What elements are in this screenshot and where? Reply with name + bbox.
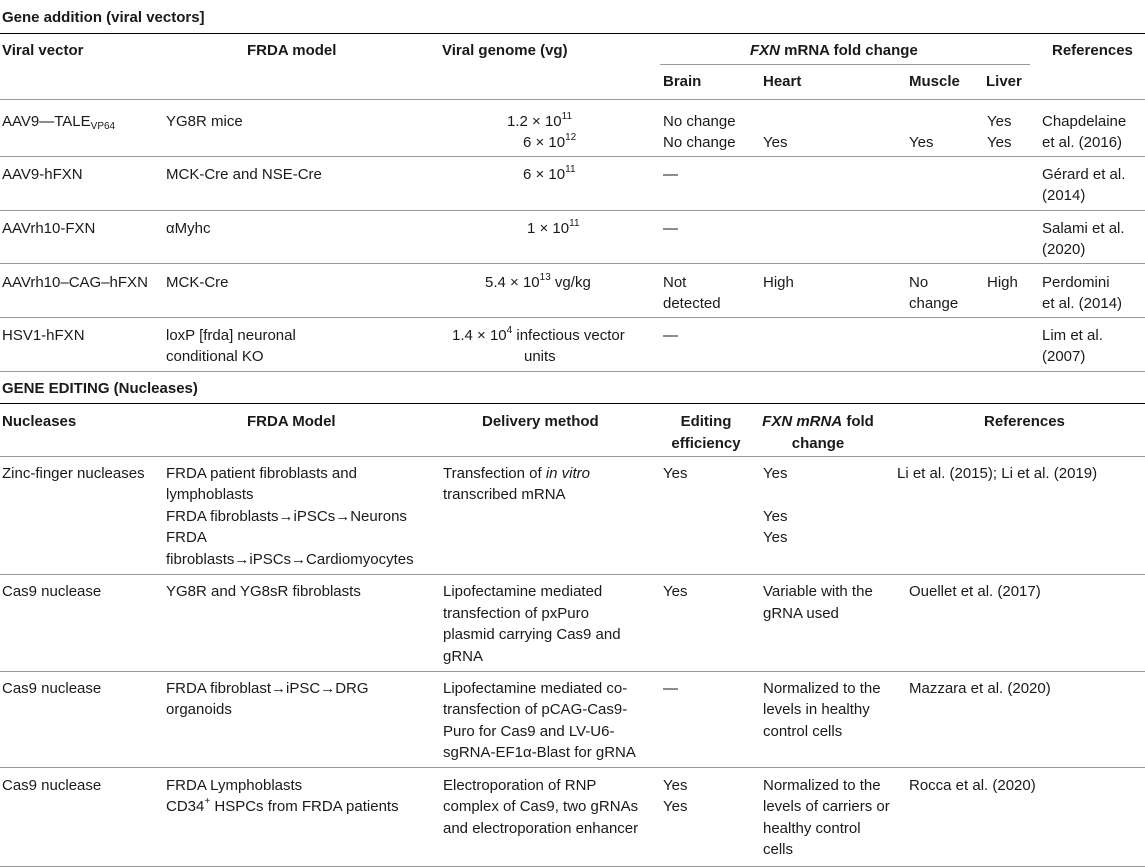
cell-genome: $1.4 \times 10^4$ infectious vector <box>452 325 625 344</box>
cell-editing: Yes <box>663 777 688 794</box>
cell-delivery: Lipofectamine mediated <box>443 583 603 600</box>
header-editing-efficiency: Editing efficiency <box>671 413 741 452</box>
divider <box>0 866 1145 867</box>
cell-editing: Yes <box>663 798 688 815</box>
cell-reference: (2014) <box>1042 187 1086 204</box>
cell-brain: — <box>663 327 678 344</box>
divider <box>660 64 1030 65</box>
cell-reference: (2007) <box>1042 348 1086 365</box>
cell-reference: Ouellet et al. (2017) <box>909 583 1041 600</box>
cell-liver: High <box>987 274 1018 291</box>
cell-genome: units <box>524 348 556 365</box>
cell-reference: et al. (2014) <box>1042 295 1123 312</box>
cell-model: conditional KO <box>166 348 264 365</box>
cell-liver: Yes <box>987 134 1012 151</box>
header-liver: Liver <box>986 73 1022 90</box>
section-title-gene-addition: Gene addition (viral vectors] <box>2 9 205 26</box>
cell-heart: Yes <box>763 134 788 151</box>
cell-genome: $1.2 \times 10^{11}$ <box>507 111 573 130</box>
divider <box>0 456 1145 457</box>
header-brain: Brain <box>663 73 702 90</box>
cell-genome: $6 \times 10^{11}$ <box>523 164 576 183</box>
cell-reference: (2020) <box>1042 241 1086 258</box>
cell-nuclease: Cas9 nuclease <box>2 777 102 794</box>
divider <box>0 403 1145 404</box>
cell-vector: AAVrh10-FXN <box>2 220 96 237</box>
cell-brain: No change <box>663 113 736 130</box>
cell-fxn: healthy control <box>763 820 861 837</box>
cell-delivery: Lipofectamine mediated co- <box>443 680 628 697</box>
cell-heart: High <box>763 274 794 291</box>
cell-fxn: Variable with the <box>763 583 873 600</box>
cell-genome: $1 \times 10^{11}$ <box>527 218 580 237</box>
cell-muscle: No <box>909 274 929 291</box>
cell-delivery: transcribed mRNA <box>443 486 566 503</box>
cell-model: fibroblasts→iPSCs→Cardiomyocytes <box>166 551 414 568</box>
cell-delivery: and electroporation enhancer <box>443 820 639 837</box>
header-references: References <box>1052 42 1133 59</box>
cell-brain: Not <box>663 274 687 291</box>
cell-brain: detected <box>663 295 721 312</box>
divider <box>0 99 1145 100</box>
section-title-gene-editing: GENE EDITING (Nucleases) <box>2 380 198 397</box>
cell-reference: Lim et al. <box>1042 327 1103 344</box>
cell-delivery: plasmid carrying Cas9 and <box>443 626 621 643</box>
cell-model: αMyhc <box>166 220 211 237</box>
cell-fxn: control cells <box>763 723 843 740</box>
divider <box>0 767 1145 768</box>
header-muscle: Muscle <box>909 73 960 90</box>
cell-model: FRDA fibroblasts→iPSCs→Neurons <box>166 508 407 525</box>
cell-nuclease: Zinc-finger nucleases <box>2 465 145 482</box>
cell-reference: Li et al. (2015); Li et al. (2019) <box>897 465 1098 482</box>
header-frda-model: FRDA Model <box>247 413 336 430</box>
cell-fxn: cells <box>763 841 794 858</box>
cell-fxn: Yes <box>763 529 788 546</box>
header-fxn-fold-change: FXN mRNA fold change <box>750 42 918 59</box>
header-nucleases: Nucleases <box>2 413 77 430</box>
cell-reference: et al. (2016) <box>1042 134 1123 151</box>
cell-brain: — <box>663 220 678 237</box>
cell-nuclease: Cas9 nuclease <box>2 680 102 697</box>
cell-model: FRDA patient fibroblasts and <box>166 465 357 482</box>
cell-reference: Salami et al. <box>1042 220 1125 237</box>
cell-vector: $AAV9—TALE_{VP64}$ <box>2 113 116 132</box>
cell-fxn: gRNA used <box>763 605 839 622</box>
cell-brain: No change <box>663 134 736 151</box>
cell-reference: Rocca et al. (2020) <box>909 777 1036 794</box>
cell-delivery: Puro for Cas9 and LV-U6- <box>443 723 615 740</box>
cell-muscle: change <box>909 295 959 312</box>
divider <box>0 263 1145 264</box>
header-viral-genome: Viral genome (vg) <box>442 42 568 59</box>
divider <box>0 317 1145 318</box>
header-viral-vector: Viral vector <box>2 42 84 59</box>
cell-model: MCK-Cre and NSE-Cre <box>166 166 322 183</box>
divider <box>0 210 1145 211</box>
cell-vector: HSV1-hFXN <box>2 327 85 344</box>
header-fxn-fold-change: FXN mRNA fold change <box>762 413 874 452</box>
divider <box>0 156 1145 157</box>
cell-fxn: Normalized to the <box>763 680 881 697</box>
cell-model: loxP [frda] neuronal <box>166 327 296 344</box>
cell-delivery: gRNA <box>443 648 484 665</box>
cell-editing: — <box>663 680 678 697</box>
cell-fxn: Yes <box>763 508 788 525</box>
cell-nuclease: Cas9 nuclease <box>2 583 102 600</box>
cell-vector: AAVrh10–CAG–hFXN <box>2 274 148 291</box>
cell-model: YG8R and YG8sR fibroblasts <box>166 583 361 600</box>
cell-model: lymphoblasts <box>166 486 254 503</box>
header-delivery-method: Delivery method <box>482 413 599 430</box>
divider <box>0 574 1145 575</box>
cell-genome: $5.4 \times 10^{13}$ vg/kg <box>485 272 591 291</box>
cell-fxn: Yes <box>763 465 788 482</box>
divider <box>0 671 1145 672</box>
cell-editing: Yes <box>663 465 688 482</box>
cell-model: FRDA Lymphoblasts <box>166 777 303 794</box>
cell-brain: — <box>663 166 678 183</box>
header-heart: Heart <box>763 73 802 90</box>
cell-delivery: Transfection of in vitro <box>443 465 591 482</box>
cell-vector: AAV9-hFXN <box>2 166 83 183</box>
cell-delivery: transfection of pxPuro <box>443 605 589 622</box>
divider <box>0 33 1145 34</box>
cell-reference: Chapdelaine <box>1042 113 1127 130</box>
cell-model: CD34+ HSPCs from FRDA patients <box>166 796 399 815</box>
cell-model: MCK-Cre <box>166 274 229 291</box>
cell-editing: Yes <box>663 583 688 600</box>
cell-reference: Mazzara et al. (2020) <box>909 680 1051 697</box>
cell-fxn: Normalized to the <box>763 777 881 794</box>
cell-reference: Perdomini <box>1042 274 1110 291</box>
cell-model: FRDA fibroblast→iPSC→DRG <box>166 680 369 697</box>
header-references: References <box>984 413 1065 430</box>
cell-delivery: complex of Cas9, two gRNAs <box>443 798 639 815</box>
cell-genome: $6 \times 10^{12}$ <box>523 132 577 151</box>
cell-model: YG8R mice <box>166 113 243 130</box>
cell-delivery: Electroporation of RNP <box>443 777 597 794</box>
cell-fxn: levels in healthy <box>763 701 870 718</box>
header-frda-model: FRDA model <box>247 42 337 59</box>
cell-liver: Yes <box>987 113 1012 130</box>
cell-muscle: Yes <box>909 134 934 151</box>
cell-delivery: transfection of pCAG-Cas9- <box>443 701 628 718</box>
divider <box>0 371 1145 372</box>
cell-reference: Gérard et al. <box>1042 166 1126 183</box>
cell-model: organoids <box>166 701 232 718</box>
cell-model: FRDA <box>166 529 207 546</box>
cell-delivery: sgRNA-EF1α-Blast for gRNA <box>443 744 636 761</box>
cell-fxn: levels of carriers or <box>763 798 890 815</box>
